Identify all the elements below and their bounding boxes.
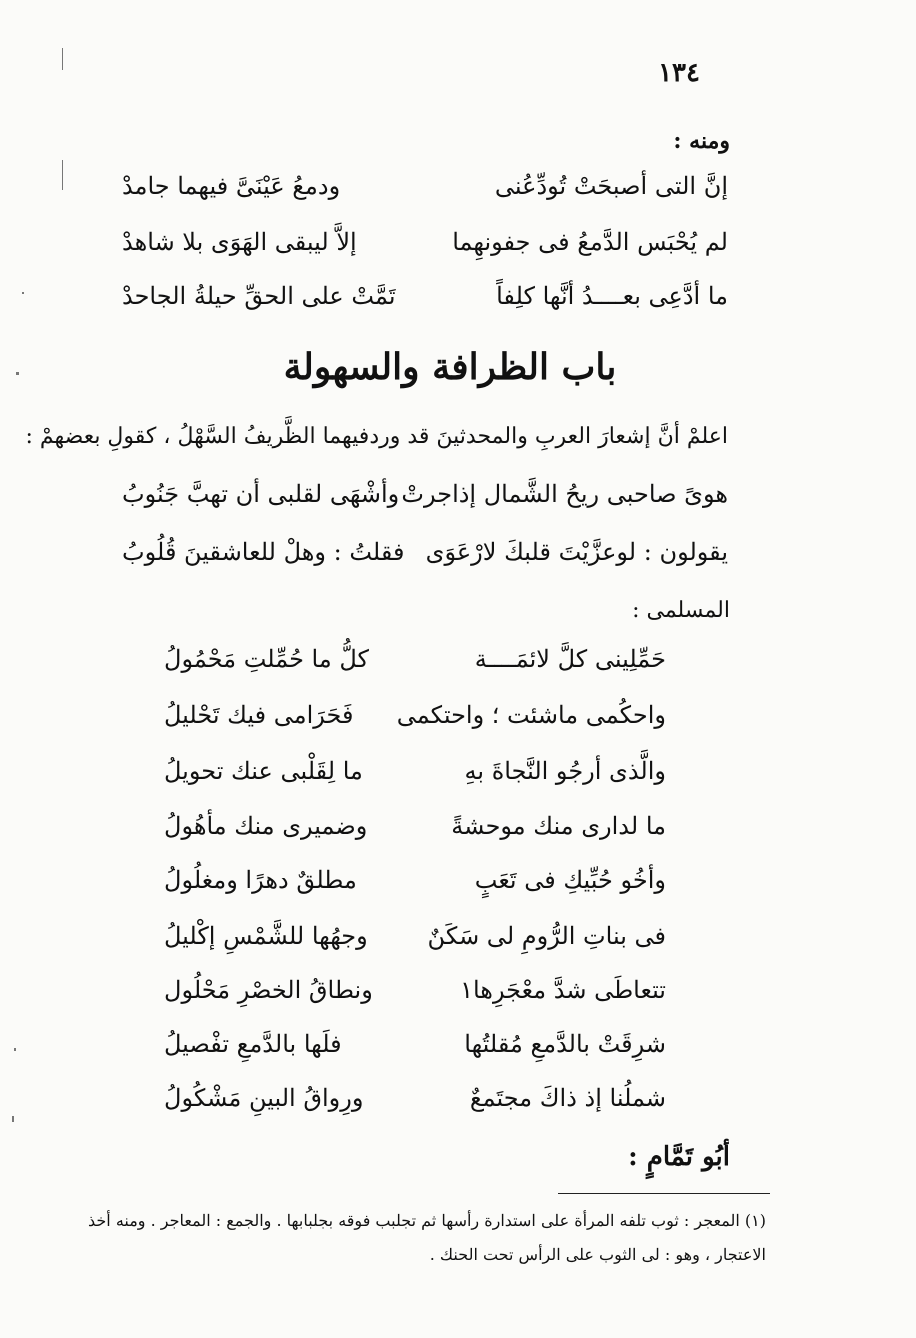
intro-label-2: المسلمى :	[632, 598, 730, 623]
footnote-line: الاعتجار ، وهو : لى الثوب على الرأس تحت الحنك .	[429, 1245, 766, 1264]
page-number: ١٣٤	[658, 58, 700, 88]
verse-hemistich-right: ما أدَّعِى بعــــدُ أنَّها كلِفاً	[496, 282, 728, 310]
verse-line	[164, 1084, 666, 1124]
verse-line	[164, 976, 666, 1016]
verse-hemistich-left: إلاَّ ليبقى الهَوَى بلا شاهدْ	[122, 228, 357, 256]
verse-line	[164, 645, 666, 685]
verse-hemistich-right: إنَّ التى أصبحَتْ تُودِّعُنى	[494, 172, 728, 200]
verse-hemistich-left: تَمَّتْ على الحقِّ حيلةُ الجاحدْ	[122, 282, 396, 310]
verse-hemistich-right: لم يُحْبَس الدَّمعُ فى جفونهِما	[452, 228, 728, 256]
verse-hemistich-left: فقلتُ : وهلْ للعاشقينَ قُلُوبُ	[122, 538, 405, 566]
verse-line	[122, 480, 728, 520]
verse-hemistich-right: تتعاطَى شدَّ معْجَرِها١	[460, 976, 666, 1004]
verse-hemistich-right: يقولون : لوعزَّيْتَ قلبكَ لارْعَوَى	[425, 538, 728, 566]
verse-hemistich-right: واحكُمى ماشئت ؛ واحتكمى	[396, 701, 666, 729]
verse-line	[122, 228, 728, 268]
verse-line	[164, 757, 666, 797]
verse-hemistich-left: فلَها بالدَّمعِ تفْصيلُ	[164, 1030, 342, 1058]
verse-line	[122, 282, 728, 322]
verse-hemistich-right: حَمِّلِينى كلَّ لائمَــــة	[474, 645, 666, 673]
scan-dot	[12, 1116, 14, 1122]
verse-line	[122, 172, 728, 212]
scan-dot	[16, 372, 19, 375]
verse-hemistich-left: كلُّ ما حُمِّلتِ مَحْمُولُ	[164, 645, 369, 673]
verse-line	[164, 812, 666, 852]
verse-line	[164, 701, 666, 741]
verse-hemistich-left: وجهُها للشَّمْسِ إكْليلُ	[164, 922, 368, 950]
verse-hemistich-right: هوىً صاحبى ريحُ الشَّمال إذاجرتْ	[401, 480, 728, 508]
verse-hemistich-left: وضميرى منك مأهُولُ	[164, 812, 368, 840]
verse-line	[164, 866, 666, 906]
verse-line	[164, 1030, 666, 1070]
verse-hemistich-right: شملُنا إذ ذاكَ مجتَمعٌ	[469, 1084, 666, 1112]
scan-dot	[22, 292, 24, 294]
intro-label-3: أبُو تَمَّامٍ :	[628, 1142, 730, 1172]
verse-hemistich-left: وأشْهَى لقلبى أن تهبَّ جَنُوبُ	[122, 480, 400, 508]
verse-hemistich-right: شرِقَتْ بالدَّمعِ مُقلتُها	[464, 1030, 666, 1058]
verse-hemistich-left: مطلقٌ دهرًا ومغلُولُ	[164, 866, 357, 894]
footnote-divider	[558, 1193, 770, 1194]
section-title: باب الظرافة والسهولة	[283, 346, 617, 388]
scan-mark	[62, 160, 63, 190]
verse-hemistich-left: ما لِقَلْبى عنك تحويلُ	[164, 757, 363, 785]
scan-mark	[62, 48, 63, 70]
footnote	[52, 1204, 766, 1272]
prose-paragraph: اعلمْ أنَّ إشعارَ العربِ والمحدثينَ قد وردفيهما الظَّريفُ السَّهْلُ ، كقولِ بعضهمْ :	[25, 424, 728, 449]
scan-dot	[14, 1048, 16, 1051]
verse-hemistich-left: ورِواقُ البينِ مَشْكُولُ	[164, 1084, 364, 1112]
footnote-line: (١) المعجر : ثوب تلفه المرأة على استدارة رأسها ثم تجلبب فوقه بجلبابها . والجمع : المعاجر . ومنه أخذ	[88, 1211, 766, 1230]
verse-hemistich-right: والَّذى أرجُو النَّجاةَ بهِ	[464, 757, 666, 785]
verse-line	[164, 922, 666, 962]
verse-hemistich-left: فَحَرَامى فيك تَحْليلُ	[164, 701, 354, 729]
verse-hemistich-left: ونطاقُ الخصْرِ مَحْلُول	[164, 976, 373, 1004]
verse-hemistich-left: ودمعُ عَيْنَىَّ فيهما جامدْ	[122, 172, 341, 200]
verse-hemistich-right: فى بناتِ الرُّومِ لى سَكَنٌ	[427, 922, 666, 950]
verse-line	[122, 538, 728, 578]
verse-hemistich-right: وأخُو حُبِّيكِ فى تَعَبٍ	[474, 866, 666, 894]
intro-label-1: ومنه :	[673, 128, 730, 154]
verse-hemistich-right: ما لدارى منك موحشةً	[451, 812, 666, 840]
